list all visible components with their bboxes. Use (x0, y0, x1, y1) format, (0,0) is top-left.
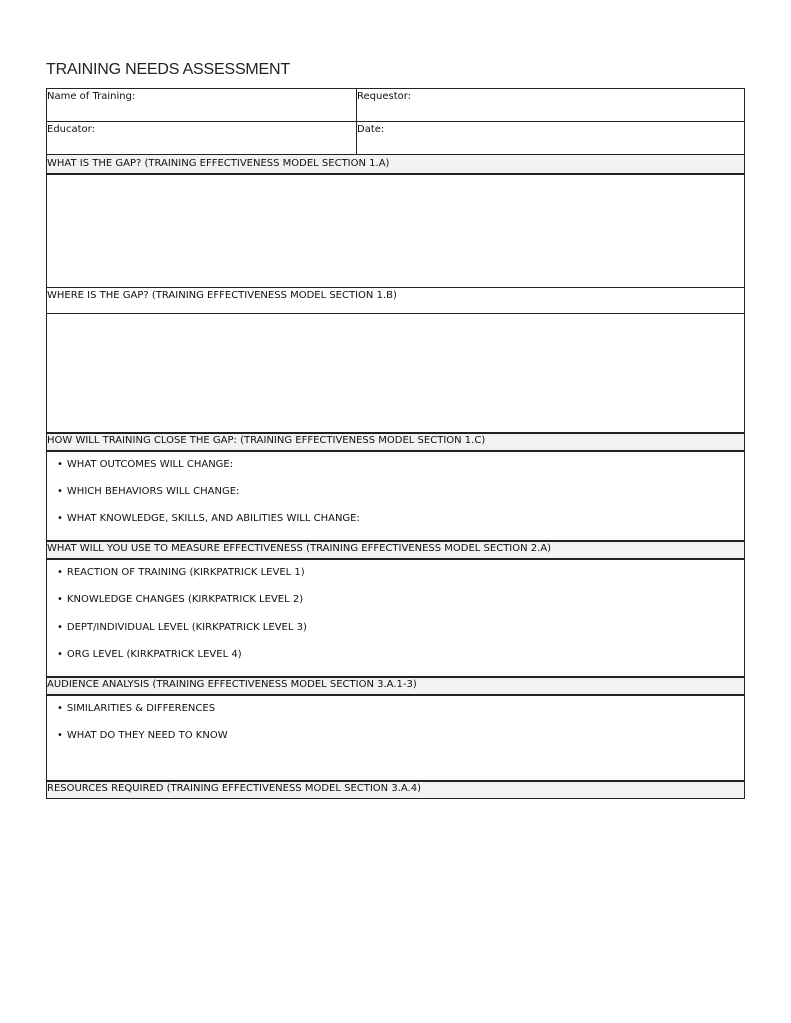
page-title: TRAINING NEEDS ASSESSMENT (46, 61, 290, 78)
educator-label: Educator: (47, 124, 95, 135)
requestor-label: Requestor: (357, 91, 412, 102)
requestor-field[interactable] (357, 89, 744, 121)
date-field[interactable] (357, 122, 744, 154)
bullet-icon: • (57, 703, 63, 714)
bullet-icon: • (57, 730, 63, 742)
list-item-label: WHICH BEHAVIORS WILL CHANGE: (66, 486, 240, 497)
bullet-icon: • (57, 621, 63, 633)
name-of-training-label: Name of Training: (47, 91, 136, 102)
bullet-icon: • (57, 648, 63, 660)
where-gap-response-area[interactable] (47, 314, 744, 434)
educator-field[interactable] (47, 122, 357, 154)
list-item-label: WHAT OUTCOMES WILL CHANGE: (66, 459, 234, 470)
assessment-form (46, 88, 745, 799)
where-gap-heading: WHERE IS THE GAP? (TRAINING EFFECTIVENESS MODEL SECTION 1.B) (47, 290, 397, 301)
name-of-training-field[interactable] (47, 89, 357, 121)
list-item-label: KNOWLEDGE CHANGES (KIRKPATRICK LEVEL 2) (66, 594, 304, 606)
list-item[interactable] (57, 730, 744, 757)
measure-heading: WHAT WILL YOU USE TO MEASURE EFFECTIVENESS (TRAINING EFFECTIVENESS MODEL SECTION 2.A) (47, 543, 552, 554)
section-heading-audience (47, 678, 744, 696)
list-item[interactable] (57, 486, 744, 513)
list-item-label: WHAT KNOWLEDGE, SKILLS, AND ABILITIES WILL CHANGE: (66, 513, 360, 524)
list-item[interactable] (57, 649, 744, 676)
list-item[interactable] (57, 567, 744, 594)
bullet-icon: • (57, 459, 63, 470)
list-item-label: ORG LEVEL (KIRKPATRICK LEVEL 4) (66, 648, 242, 660)
bullet-icon: • (57, 594, 63, 606)
close-gap-heading: HOW WILL TRAINING CLOSE THE GAP: (TRAINING EFFECTIVENESS MODEL SECTION 1.C) (47, 435, 486, 446)
resources-heading: RESOURCES REQUIRED (TRAINING EFFECTIVENESS MODEL SECTION 3.A.4) (47, 783, 421, 794)
list-item[interactable] (57, 594, 744, 621)
list-item-label: SIMILARITIES & DIFFERENCES (66, 703, 216, 714)
audience-list (47, 696, 744, 782)
list-item-label: WHAT DO THEY NEED TO KNOW (66, 730, 228, 742)
list-item[interactable] (57, 459, 744, 486)
section-heading-where-gap (47, 288, 744, 314)
list-item[interactable] (57, 513, 744, 540)
what-gap-heading: WHAT IS THE GAP? (TRAINING EFFECTIVENESS MODEL SECTION 1.A) (47, 158, 390, 169)
list-item[interactable] (57, 622, 744, 649)
list-item-label: DEPT/INDIVIDUAL LEVEL (KIRKPATRICK LEVEL 3) (66, 621, 307, 633)
info-row-educator (47, 122, 744, 155)
what-gap-response-area[interactable] (47, 175, 744, 288)
date-label: Date: (357, 124, 385, 135)
bullet-icon: • (57, 513, 63, 524)
section-heading-resources (47, 782, 744, 798)
bullet-icon: • (57, 486, 63, 497)
audience-heading: AUDIENCE ANALYSIS (TRAINING EFFECTIVENESS MODEL SECTION 3.A.1-3) (47, 679, 417, 690)
bullet-icon: • (57, 567, 63, 578)
list-item[interactable] (57, 703, 744, 730)
section-heading-measure (47, 542, 744, 560)
section-heading-close-gap (47, 434, 744, 452)
close-gap-list (47, 452, 744, 542)
measure-list (47, 560, 744, 678)
info-row-training (47, 89, 744, 122)
section-heading-what-gap (47, 155, 744, 175)
list-item-label: REACTION OF TRAINING (KIRKPATRICK LEVEL 1) (66, 567, 305, 578)
